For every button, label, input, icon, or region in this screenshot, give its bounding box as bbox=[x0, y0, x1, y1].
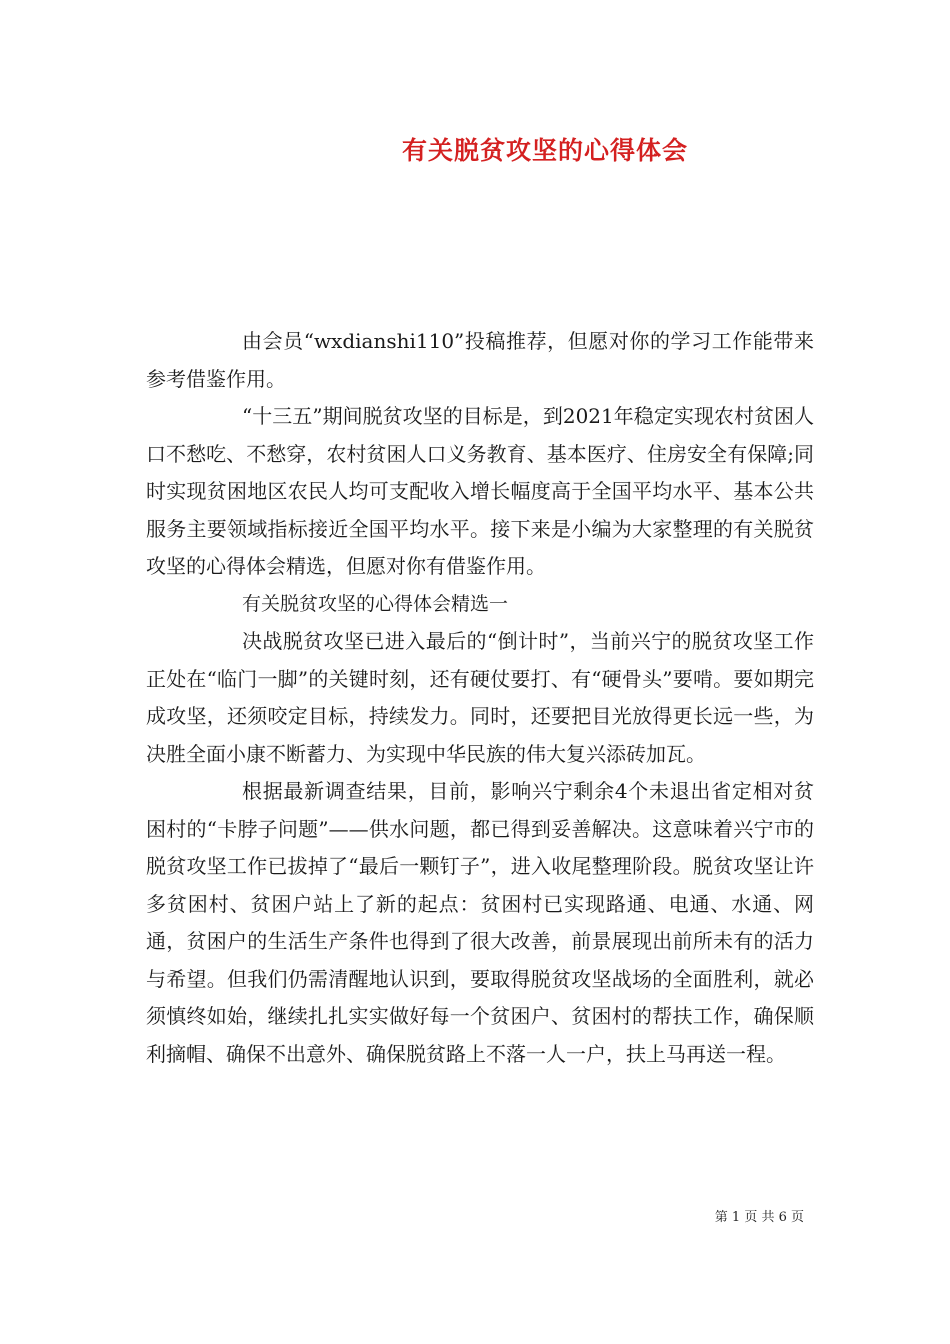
page-number: 第 1 页 共 6 页 bbox=[714, 1210, 804, 1225]
body-paragraph-2: 根据最新调查结果，目前，影响兴宁剩余4个未退出省定相对贫困村的“卡脖子问题”——供水问题，都已得到妥善解决。这意味着兴宁市的脱贫攻坚工作已拔掉了“最后一颗钉子”，进入收尾整理阶段。脱贫攻坚让许多贫困村、贫困户站上了新的起点：贫困村已实现路通、电通、水通、网通，贫困户的生活生产条件也得到了很大改善，前景展现出前所未有的活力与希望。但我们仍需清醒地认识到，要取得脱贫攻坚战场的全面胜利，就必须慎终如始，继续扎扎实实做好每一个贫困户、贫困村的帮扶工作，确保顺利摘帽、确保不出意外、确保脱贫路上不落一人一户，扶上马再送一程。 bbox=[146, 779, 814, 1066]
goal-paragraph: “十三五”期间脱贫攻坚的目标是，到2021年稳定实现农村贫困人口不愁吃、不愁穿，农村贫困人口义务教育、基本医疗、住房安全有保障;同时实现贫困地区农民人均可支配收入增长幅度高于全国平均水平、基本公共服务主要领域指标接近全国平均水平。接下来是小编为大家整理的有关脱贫攻坚的心得体会精选，但愿对你有借鉴作用。 bbox=[146, 404, 814, 578]
body-paragraph-1: 决战脱贫攻坚已进入最后的“倒计时”，当前兴宁的脱贫攻坚工作正处在“临门一脚”的关键时刻，还有硬仗要打、有“硬骨头”要啃。要如期完成攻坚，还须咬定目标，持续发力。同时，还要把目光放得更长远一些，为决胜全面小康不断蓄力、为实现中华民族的伟大复兴添砖加瓦。 bbox=[146, 629, 814, 766]
document-body bbox=[146, 323, 814, 1073]
section-heading: 有关脱贫攻坚的心得体会精选一 bbox=[242, 592, 509, 615]
intro-paragraph: 由会员“wxdianshi110”投稿推荐，但愿对你的学习工作能带来参考借鉴作用。 bbox=[146, 329, 814, 391]
page-title: 有关脱贫攻坚的心得体会 bbox=[401, 136, 688, 165]
